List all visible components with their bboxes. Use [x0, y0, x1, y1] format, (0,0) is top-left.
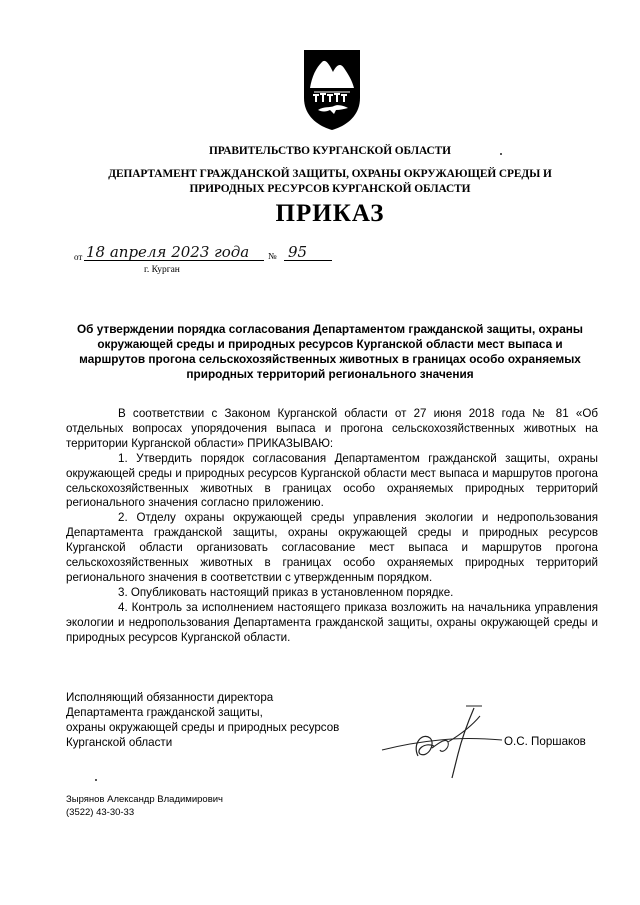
date-prefix: от [74, 252, 83, 262]
order-item: 2. Отделу охраны окружающей среды управления экологии и недропользования Департамента гражданской защиты, охраны окружающей среды и природных ресурсов Курганской области организовать согласование мест выпаса и маршрутов прогона сельскохозяйственных животных в границах особо охраняемых природных территорий регионального значения в соответствии с утвержденным порядком. [66, 511, 598, 584]
executor-info [66, 793, 223, 819]
signatory-position-line: Исполняющий обязанности директора [66, 691, 274, 704]
signatory-position-line: Департамента гражданской защиты, [66, 706, 263, 719]
signatory-position [66, 690, 386, 750]
document-city: г. Курган [144, 265, 180, 275]
department-name-line: ПРИРОДНЫХ РЕСУРСОВ КУРГАНСКОЙ ОБЛАСТИ [189, 183, 471, 195]
order-item: 4. Контроль за исполнением настоящего приказа возложить на начальника управления экологии и недропользования Департамента гражданской защиты, охраны окружающей среды и природных ресурсов Курганской области. [66, 600, 598, 644]
executor-name: Зырянов Александр Владимирович [66, 794, 223, 805]
signatory-name: О.С. Поршаков [504, 735, 586, 748]
scan-speck [500, 153, 502, 155]
handwritten-signature-icon [378, 702, 508, 782]
document-dateline [60, 240, 380, 280]
coat-of-arms-icon [300, 48, 364, 132]
date-underline [84, 260, 264, 261]
government-name: ПРАВИТЕЛЬСТВО КУРГАНСКОЙ ОБЛАСТИ [209, 145, 451, 157]
signatory-position-line: Курганской области [66, 736, 173, 749]
signatory-position-line: охраны окружающей среды и природных ресурсов [66, 721, 340, 734]
order-item: 3. Опубликовать настоящий приказ в установленном порядке. [118, 585, 454, 599]
department-name [60, 167, 600, 197]
department-name-line: ДЕПАРТАМЕНТ ГРАЖДАНСКОЙ ЗАЩИТЫ, ОХРАНЫ ОКРУЖАЮЩЕЙ СРЕДЫ И [108, 168, 552, 180]
executor-phone: (3522) 43-30-33 [66, 807, 135, 818]
order-item: 1. Утвердить порядок согласования Департаментом гражданской защиты, охраны окружающей среды и природных ресурсов Курганской области мест выпаса и маршрутов прогона сельскохозяйственных животных в границах особо охраняемых природных территорий регионального значения согласно приложению. [66, 451, 598, 510]
handwritten-number: 95 [288, 243, 308, 261]
order-body [66, 407, 598, 646]
document-title: ПРИКАЗ [275, 200, 385, 227]
order-preamble: В соответствии с Законом Курганской области от 27 июня 2018 года № 81 «Об отдельных вопросах упорядочения выпаса и прогона сельскохозяйственных животных на территории Курганской области» ПРИКАЗЫВАЮ: [66, 407, 598, 450]
order-subject: Об утверждении порядка согласования Департаментом гражданской защиты, охраны окружающей среды и природных ресурсов Курганской области мест выпаса и маршрутов прогона сельскохозяйственных животных в границах особо охраняемых природных территорий регионального значения [76, 322, 583, 381]
number-underline [284, 260, 332, 261]
scan-speck [95, 779, 97, 781]
number-prefix: № [268, 251, 277, 261]
handwritten-date: 18 апреля 2023 года [86, 243, 250, 261]
